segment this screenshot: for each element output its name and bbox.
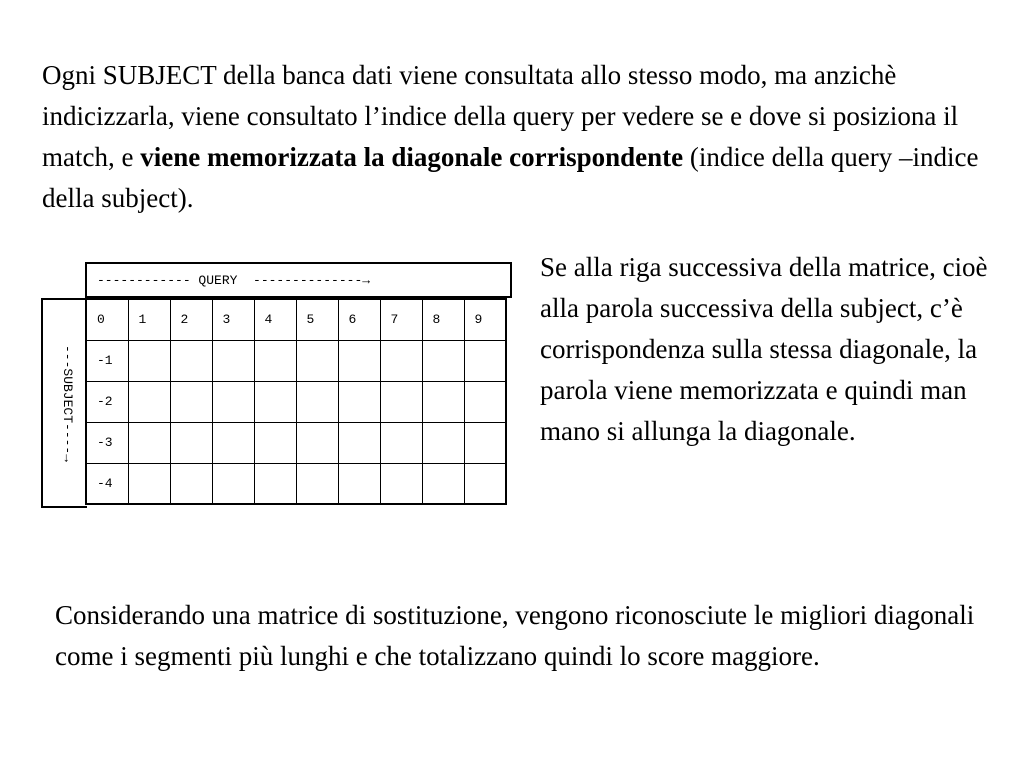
matrix-cell: [380, 463, 422, 504]
subject-label: ---SUBJECT----→: [60, 345, 75, 463]
column-index-cell: 7: [380, 299, 422, 340]
matrix-cell: [464, 463, 506, 504]
matrix-cell: [212, 340, 254, 381]
matrix-cell: [296, 381, 338, 422]
intro-text-start: Ogni SUBJECT della banca dati viene consultata allo stesso modo, ma anzichè indicizzarla, viene consultato l’indice della query per vedere se e dove si posiziona il match, e: [42, 60, 959, 172]
diagonal-explanation-paragraph: Se alla riga successiva della matrice, cioè alla parola successiva della subject, c’è corrispondenza sulla stessa diagonale, la parola viene memorizzata e quindi man mano si allunga la diagonale.: [540, 252, 988, 446]
row-index-cell: -4: [86, 463, 128, 504]
row-index-cell: -1: [86, 340, 128, 381]
matrix-cell: [170, 340, 212, 381]
matrix-cell: [296, 463, 338, 504]
intro-paragraph: [42, 55, 1002, 219]
matrix-cell: [254, 463, 296, 504]
intro-bold-text: viene memorizzata la diagonale corrispondente: [140, 142, 684, 172]
row-index-cell: -3: [86, 422, 128, 463]
column-index-cell: 1: [128, 299, 170, 340]
matrix-cell: [170, 381, 212, 422]
column-index-cell: 8: [422, 299, 464, 340]
matrix-cell: [254, 340, 296, 381]
query-header: [85, 262, 512, 298]
intro-text-end: (indice della query –indice della subject).: [42, 142, 979, 213]
matrix-cell: [338, 463, 380, 504]
matrix-cell: [464, 381, 506, 422]
column-index-cell: 6: [338, 299, 380, 340]
matrix-cell: [422, 463, 464, 504]
matrix-cell: [338, 340, 380, 381]
matrix-row: [86, 381, 506, 422]
matrix-cell: [338, 381, 380, 422]
matrix-cell: [212, 422, 254, 463]
matrix-cell: [128, 340, 170, 381]
diagonal-matrix-figure: [41, 262, 515, 508]
matrix-row: [86, 340, 506, 381]
column-index-cell: 5: [296, 299, 338, 340]
column-index-cell: 9: [464, 299, 506, 340]
matrix-cell: [170, 463, 212, 504]
matrix-header-row: [86, 299, 506, 340]
matrix-cell: [338, 422, 380, 463]
matrix-cell: [170, 422, 212, 463]
matrix-cell: [380, 422, 422, 463]
matrix-cell: [128, 422, 170, 463]
matrix-cell: [296, 340, 338, 381]
query-label: ------------ QUERY --------------→: [97, 272, 371, 288]
matrix-cell: [254, 381, 296, 422]
matrix-cell: [380, 340, 422, 381]
column-index-cell: 2: [170, 299, 212, 340]
matrix-cell: [296, 422, 338, 463]
matrix-grid: [85, 298, 507, 505]
matrix-cell: [422, 422, 464, 463]
column-index-cell: 0: [86, 299, 128, 340]
subject-side-box: [41, 298, 87, 508]
matrix-row: [86, 422, 506, 463]
matrix-cell: [212, 381, 254, 422]
matrix-cell: [212, 463, 254, 504]
conclusion-paragraph: Considerando una matrice di sostituzione, vengono riconosciute le migliori diagonali come i segmenti più lunghi e che totalizzano quindi lo score maggiore.: [55, 600, 975, 671]
column-index-cell: 4: [254, 299, 296, 340]
matrix-cell: [254, 422, 296, 463]
matrix-cell: [128, 381, 170, 422]
matrix-cell: [422, 381, 464, 422]
matrix-cell: [464, 340, 506, 381]
matrix-cell: [422, 340, 464, 381]
row-index-cell: -2: [86, 381, 128, 422]
column-index-cell: 3: [212, 299, 254, 340]
matrix-row: [86, 463, 506, 504]
matrix-cell: [380, 381, 422, 422]
matrix-cell: [464, 422, 506, 463]
matrix-cell: [128, 463, 170, 504]
